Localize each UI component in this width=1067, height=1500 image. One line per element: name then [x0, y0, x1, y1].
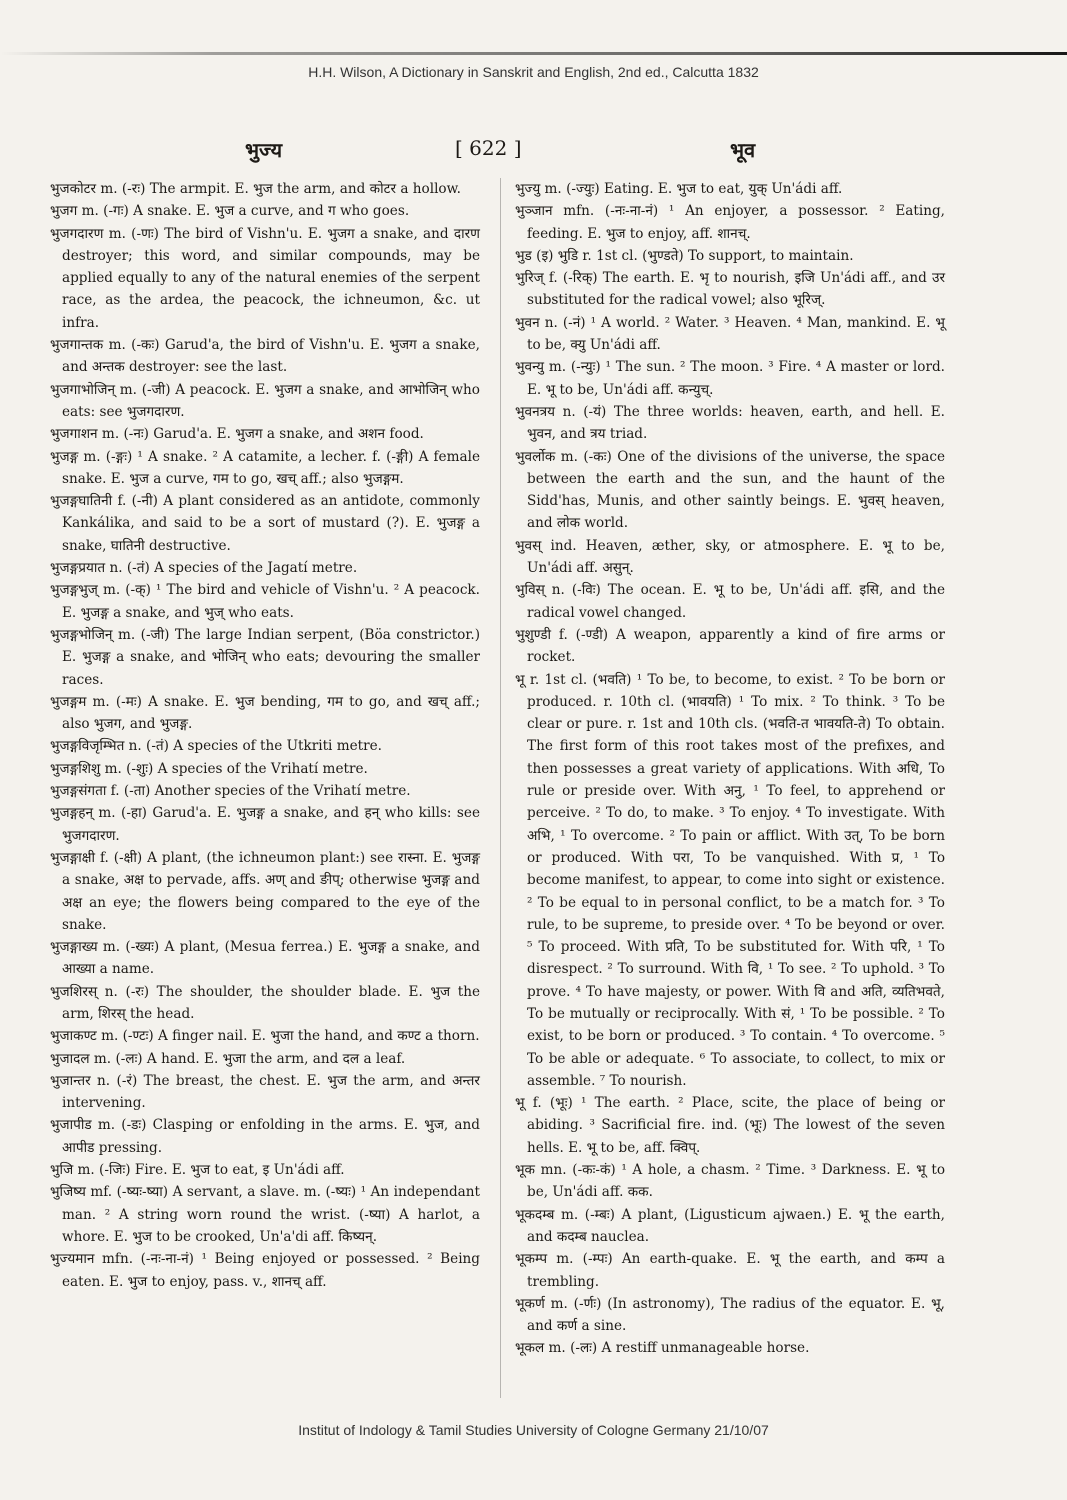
dictionary-entry: [515, 267, 945, 312]
dictionary-entry: [50, 691, 480, 736]
dictionary-entry: [50, 1181, 480, 1248]
entry-text: भुजङ्गभुज् m. (-क्) ¹ The bird and vehicle of Vishn'u. ² A peacock. E. भुजङ्ग a snake, and भुज् who eats.: [50, 582, 480, 621]
entry-text: भुजिष्य mf. (-ष्यः-ष्या) A servant, a slave. m. (-ष्यः) ¹ An independant man. ² A string worn round the wrist. (-ष्या) A harlot, a whore. E. भुज to be crooked, Un'a'di aff. किष्यन्.: [50, 1184, 480, 1245]
dictionary-entry: [50, 847, 480, 936]
dictionary-entry: [50, 936, 480, 981]
dictionary-entry: [50, 1025, 480, 1047]
entry-text: भूक mn. (-कः-कं) ¹ A hole, a chasm. ² Time. ³ Darkness. E. भू to be, Un'ádi aff. कक.: [515, 1162, 945, 1201]
entry-text: भुजशिरस् n. (-रः) The shoulder, the shoulder blade. E. भुज the arm, शिरस् the head.: [50, 983, 480, 1022]
entry-text: भुवस् ind. Heaven, æther, sky, or atmosphere. E. भू to be, Un'ádi aff. असुन्.: [515, 537, 945, 577]
dictionary-entry: [515, 245, 945, 267]
entry-text: भुजङ्गहन् m. (-हा) Garud'a. E. भुजङ्ग a snake, and हन् who kills: see भुजगदारण.: [50, 805, 480, 844]
entry-text: भुजादल m. (-लः) A hand. E. भुजा the arm, and दल a leaf.: [50, 1050, 406, 1067]
dictionary-entry: [50, 735, 480, 757]
column-divider: [500, 178, 501, 1398]
entry-text: भुजङ्गम m. (-मः) A snake. E. भुज bending, गम to go, and खच् aff.; also भुजग, and भुजङ्ग.: [50, 693, 480, 733]
source-citation: H.H. Wilson, A Dictionary in Sanskrit and English, 2nd ed., Calcutta 1832: [308, 64, 759, 80]
dictionary-entry: [50, 1159, 480, 1181]
dictionary-entry: [50, 780, 480, 802]
entry-text: भुशुण्डी f. (-ण्डी) A weapon, apparently a kind of fire arms or rocket.: [515, 626, 945, 666]
running-head-right-word: भूव: [730, 138, 756, 162]
entry-text: भुजङ्ग m. (-ङ्गः) ¹ A snake. ² A catamite, a lecher. f. (-ङ्गी) A female snake. E. भुज a curve, गम to go, खच् aff.; also भुजङ्गम.: [50, 448, 480, 487]
dictionary-entry: [50, 624, 480, 691]
dictionary-entry: [50, 334, 480, 379]
dictionary-entry: [50, 200, 480, 222]
entry-text: भुजङ्गप्रयात n. (-तं) A species of the Jagatí metre.: [50, 560, 358, 577]
dictionary-entry: [50, 223, 480, 334]
dictionary-entry: [515, 669, 945, 1093]
dictionary-entry: [515, 1337, 945, 1359]
left-column: [50, 178, 480, 1293]
entry-text: भुजगान्तक m. (-कः) Garud'a, the bird of Vishn'u. E. भुजग a snake, and अन्तक destroyer: see the last.: [50, 337, 480, 376]
entry-text: भुजङ्गाक्षी f. (-क्षी) A plant, (the ichneumon plant:) see रास्ना. E. भुजङ्ग a snake, अक्ष to pervade, affs. अण् and ङीप्; otherwise भुजङ्ग and अक्ष an eye; the flowers being compared to the eye of the snake.: [50, 849, 480, 933]
entry-text: भुजापीड m. (-डः) Clasping or enfolding in the arms. E. भुज, and आपीड pressing.: [50, 1117, 480, 1156]
dictionary-entry: [50, 1248, 480, 1293]
entry-text: भूकल m. (-लः) A restiff unmanageable horse.: [515, 1340, 810, 1357]
dictionary-entry: [515, 535, 945, 580]
entry-text: भुड (इ) भुडि r. 1st cl. (भुण्डते) To support, to maintain.: [515, 247, 854, 264]
entry-text: भुजङ्गघातिनी f. (-नी) A plant considered as an antidote, commonly Kankálika, and said to be a sort of mustard (?). E. भुजङ्ग a snake, घातिनी destructive.: [50, 493, 480, 554]
entry-text: भुजङ्गविजृम्भित n. (-तं) A species of the Utkriti metre.: [50, 738, 382, 755]
entry-text: भुजगाभोजिन् m. (-जी) A peacock. E. भुजग a snake, and आभोजिन् who eats: see भुजगदारण.: [50, 381, 480, 420]
entry-text: भुवन्यु m. (-न्युः) ¹ The sun. ² The moon. ³ Fire. ⁴ A master or lord. E. भू to be, Un'ádi aff. कन्युच्.: [515, 359, 945, 398]
entry-text: भुवनत्रय n. (-यं) The three worlds: heaven, earth, and hell. E. भुवन, and त्रय triad.: [515, 403, 945, 443]
entry-text: भुजकोटर m. (-रः) The armpit. E. भुज the arm, and कोटर a hollow.: [50, 181, 461, 197]
dictionary-entry: [50, 1048, 480, 1070]
dictionary-entry: [515, 1248, 945, 1293]
entry-text: भुवर्लोक m. (-कः) One of the divisions of the universe, the space between the earth and the sun, and the haunt of the Sidd'has, Munis, and other saintly beings. E. भुवस् heaven, and लोक world.: [515, 448, 945, 532]
entry-text: भुजग m. (-गः) A snake. E. भुज a curve, and ग who goes.: [50, 203, 410, 220]
entry-text: भुञ्जान mfn. (-नः-ना-नं) ¹ An enjoyer, a possessor. ² Eating, feeding. E. भुज to enjoy, aff. शानच्.: [515, 203, 945, 242]
entry-text: भुजङ्गशिशु m. (-शुः) A species of the Vrihatí metre.: [50, 760, 368, 777]
dictionary-entry: [515, 624, 945, 669]
dictionary-entry: [50, 1114, 480, 1159]
dictionary-entry: [515, 401, 945, 446]
entry-text: भुजान्तर n. (-रं) The breast, the chest. E. भुज the arm, and अन्तर intervening.: [50, 1072, 480, 1112]
dictionary-entry: [50, 579, 480, 624]
entry-text: भुजि m. (-जिः) Fire. E. भुज to eat, इ Un'ádi aff.: [50, 1162, 345, 1179]
dictionary-entry: [515, 579, 945, 624]
dictionary-entry: [515, 1092, 945, 1159]
running-head-left-word: भुज्य: [245, 138, 283, 162]
dictionary-entry: [515, 1159, 945, 1204]
entry-text: भूकर्ण m. (-र्णः) (In astronomy), The radius of the equator. E. भू, and कर्ण a sine.: [515, 1295, 945, 1335]
entry-text: भुविस् n. (-विः) The ocean. E. भू to be, Un'ádi aff. इसि, and the radical vowel changed.: [515, 582, 945, 621]
entry-text: भुजगाशन m. (-नः) Garud'a. E. भुजग a snake, and अशन food.: [50, 426, 424, 443]
entry-text: भू r. 1st cl. (भवति) ¹ To be, to become, to exist. ² To be born or produced. r. 10th cl. (भावयति) ¹ To mix. ² To think. ³ To be clear or pure. r. 1st and 10th cls. (भवति-त भावयति-ते) To obtain. The first form of this root takes most of the prefixes, and then possesses a great variety of applications. With अधि, To rule or preside over. With अनु, ¹ To feel, to apprehend or perceive. ² To do, to make. ³ To enjoy. ⁴ To investigate. With अभि, ¹ To overcome. ² To pain or afflict. With उत्, To be born or produced. With परा, To be vanquished. With प्र, ¹ To become manifest, to appear, to come into sight or existence. ² To be equal to in personal conflict, to be a match for. ³ To rule, to be supreme, to preside over. ⁴ To be beyond or over. ⁵ To proceed. With प्रति, To be substituted for. With परि, ¹ To disrespect. ² To surround. With वि, ¹ To see. ² To uphold. ³ To prove. ⁴ To have majesty, or power. With वि and अति, व्यतिभवते, To be mutually or reciprocally. With सं, ¹ To be possible. ² To exist, to be born or produced. ³ To contain. ⁴ To overcome. ⁵ To be able or adequate. ⁶ To associate, to collect, to mix or assemble. ⁷ To nourish.: [515, 671, 945, 1089]
dictionary-entry: [50, 802, 480, 847]
entry-text: भुरिज् f. (-रिक्) The earth. E. भृ to nourish, इजि Un'ádi aff., and उर substituted for the radical vowel; also भूरिज्.: [515, 270, 945, 309]
page-number: [ 622 ]: [455, 136, 522, 160]
dictionary-entry: [515, 356, 945, 401]
dictionary-entry: [50, 557, 480, 579]
dictionary-entry: [515, 312, 945, 357]
entry-text: भू f. (भूः) ¹ The earth. ² Place, scite, the place of being or abiding. ³ Sacrificial fire. ind. (भूः) The lowest of the seven hells. E. भू to be, aff. क्विप्.: [515, 1095, 945, 1156]
dictionary-entry: [50, 1070, 480, 1115]
dictionary-entry: [50, 423, 480, 445]
dictionary-entry: [515, 200, 945, 245]
running-head: [0, 136, 1067, 164]
dictionary-entry: [50, 981, 480, 1026]
dictionary-entry: [50, 490, 480, 557]
dictionary-entry: [515, 1204, 945, 1249]
entry-text: भुवन n. (-नं) ¹ A world. ² Water. ³ Heaven. ⁴ Man, mankind. E. भू to be, क्यु Un'ádi aff.: [515, 314, 945, 354]
entry-text: भूकम्प m. (-म्पः) An earth-quake. E. भू the earth, and कम्प a trembling.: [515, 1251, 945, 1290]
entry-text: भुज्यु m. (-ज्युः) Eating. E. भुज to eat, युक् Un'ádi aff.: [515, 181, 843, 197]
entry-text: भूकदम्ब m. (-म्बः) A plant, (Ligusticum ajwaen.) E. भू the earth, and कदम्ब nauclea.: [515, 1206, 945, 1245]
dictionary-entry: [50, 379, 480, 424]
dictionary-entry: [515, 1293, 945, 1338]
scan-edge-line: [0, 52, 1067, 55]
entry-text: भुजङ्गसंगता f. (-ता) Another species of the Vrihatí metre.: [50, 783, 411, 800]
institution-footer: Institut of Indology & Tamil Studies University of Cologne Germany 21/10/07: [298, 1422, 769, 1438]
entry-text: भुजाकण्ट m. (-ण्टः) A finger nail. E. भुजा the hand, and कण्ट a thorn.: [50, 1028, 480, 1045]
entry-text: भुजङ्गभोजिन् m. (-जी) The large Indian serpent, (Böa constrictor.) E. भुजङ्ग a snake, and भोजिन् who eats; devouring the smaller races.: [50, 626, 480, 688]
entry-text: भुजङ्गाख्य m. (-ख्यः) A plant, (Mesua ferrea.) E. भुजङ्ग a snake, and आख्या a name.: [50, 939, 480, 978]
right-column: [515, 178, 945, 1360]
dictionary-entry: [515, 446, 945, 535]
dictionary-entry: [50, 178, 480, 200]
entry-text: भुजगदारण m. (-णः) The bird of Vishn'u. E. भुजग a snake, and दारण destroyer; this word, and similar compounds, may be applied equally to any of the natural enemies of the serpent race, as the ardea, the peacock, the ichneumon, &c. ut infra.: [50, 225, 480, 331]
dictionary-entry: [50, 758, 480, 780]
dictionary-entry: [50, 446, 480, 491]
entry-text: भुज्यमान mfn. (-नः-ना-नं) ¹ Being enjoyed or possessed. ² Being eaten. E. भुज to enjoy, pass. v., शानच् aff.: [50, 1251, 480, 1290]
dictionary-entry: [515, 178, 945, 200]
